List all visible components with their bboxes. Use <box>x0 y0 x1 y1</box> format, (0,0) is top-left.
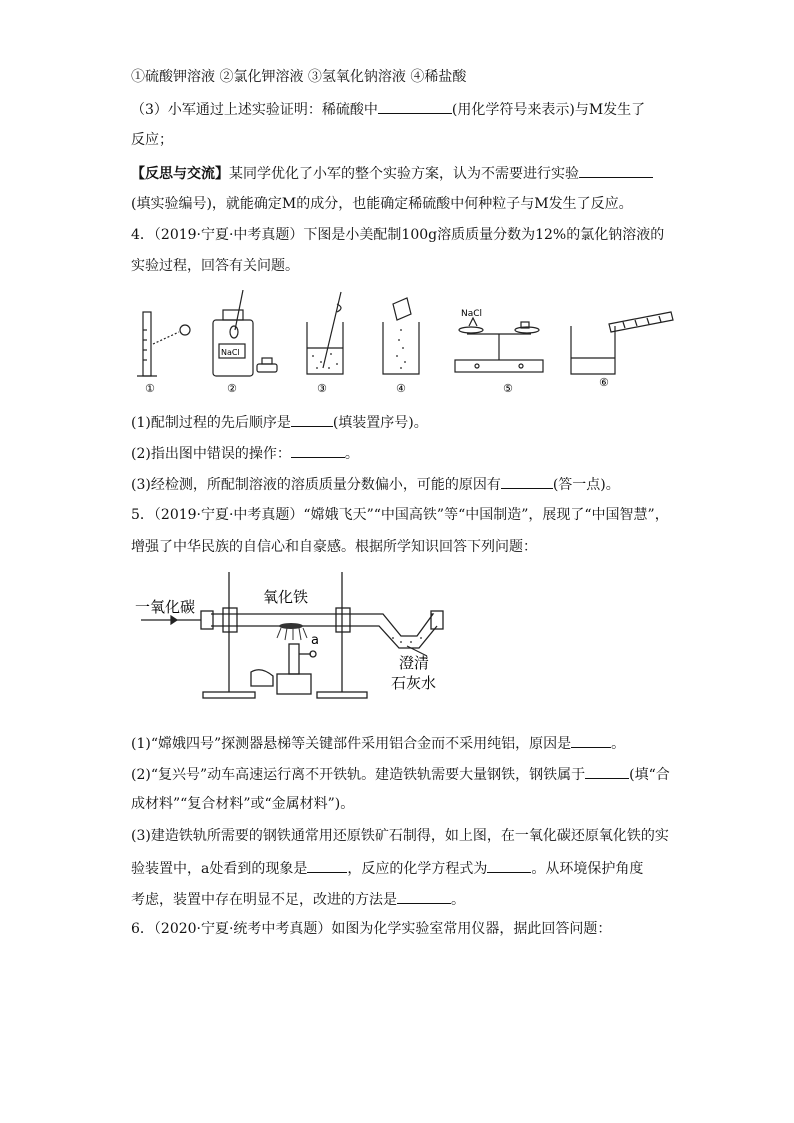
q4-sub3 <box>131 474 620 494</box>
q6-stem: 6．（2020·宁夏·统考中考真题）如图为化学实验室常用仪器，据此回答问题： <box>131 921 612 937</box>
q3-sub3-text-a: （3）小军通过上述实验证明：稀硫酸中 <box>131 102 378 118</box>
q3-sub3 <box>131 99 645 119</box>
q5-stem: 5．（2019·宁夏·中考真题）“嫦娥飞天”“中国高铁”等“中国制造”，展现了“中国智慧”， <box>131 507 669 523</box>
q4-sub1-text-a: (1)配制过程的先后顺序是 <box>131 415 291 431</box>
q4-sub2-text-a: (2)指出图中错误的操作： <box>131 446 291 462</box>
gas-inlet-arrow-icon <box>141 616 177 624</box>
fig-label-1: ① <box>145 382 155 395</box>
answer-blank[interactable] <box>501 474 553 489</box>
answer-blank[interactable] <box>487 858 531 873</box>
nacl-label: NaCl <box>221 348 240 357</box>
q3-options: ①硫酸钾溶液 ②氯化钾溶液 ③氢氧化钠溶液 ④稀盐酸 <box>131 69 467 85</box>
beaker-pouring-icon <box>383 298 419 374</box>
nacl-label-balance: NaCl <box>461 309 483 319</box>
label-co: 一氧化碳 <box>135 598 196 616</box>
fig-label-6: ⑥ <box>599 376 609 389</box>
q3-sub3-cont: 反应； <box>131 132 173 148</box>
q5-sub2 <box>131 764 670 784</box>
q5-sub2-text-b: (填“合 <box>629 767 670 783</box>
graduated-cylinder-icon <box>137 312 190 376</box>
answer-blank[interactable] <box>307 858 347 873</box>
q5-sub3-cont2 <box>131 889 465 909</box>
reflect-text-a: 某同学优化了小军的整个实验方案，认为不需要进行实验 <box>229 166 579 182</box>
reagent-bottle-icon <box>213 290 277 376</box>
reflect-tag: 【反思与交流】 <box>131 166 229 182</box>
limewater-icon <box>392 637 422 643</box>
label-a: a <box>311 633 319 648</box>
fig-label-2: ② <box>227 382 237 395</box>
q4-stem: 4．（2019·宁夏·中考真题）下图是小美配制100g溶质质量分数为12%的氯化钠溶液的 <box>131 227 665 243</box>
answer-blank[interactable] <box>291 443 345 458</box>
q5-sub1-text-a: (1)“嫦娥四号”探测器悬梯等关键部件采用铝合金而不采用纯铝，原因是 <box>131 736 572 752</box>
answer-blank[interactable] <box>378 99 452 114</box>
q4-sub3-text-b: (答一点)。 <box>552 477 620 493</box>
q4-sub1-text-b: (填装置序号)。 <box>332 415 428 431</box>
label-iron-oxide: 氧化铁 <box>263 588 309 606</box>
label-limewater-2: 石灰水 <box>391 674 437 692</box>
q5-sub3-cont <box>131 858 643 878</box>
q5-sub3-text-c: ，反应的化学方程式为 <box>347 861 488 877</box>
q4-sub3-text-a: (3)经检测，所配制溶液的溶质质量分数偏小，可能的原因有 <box>131 477 501 493</box>
fig-label-3: ③ <box>317 382 327 395</box>
q5-sub1 <box>131 733 625 753</box>
fig-label-4: ④ <box>396 382 406 395</box>
q5-stem-cont: 增强了中华民族的自信心和自豪感。根据所学知识回答下列问题： <box>131 539 537 555</box>
q4-sub2-text-b: 。 <box>344 446 359 462</box>
q5-sub3-text-d: 。从环境保护角度 <box>531 861 644 877</box>
solution-preparation-figure <box>131 290 681 400</box>
q5-sub3-text-f: 。 <box>451 892 465 908</box>
falling-solid-icon <box>396 329 406 369</box>
q5-sub3: (3)建造铁轨所需要的钢铁通常用还原铁矿石制得，如上图，在一氧化碳还原氧化铁的实 <box>131 828 669 844</box>
q3-reflect <box>131 163 653 183</box>
beaker-stirring-icon <box>307 292 343 374</box>
q4-sub1 <box>131 412 428 432</box>
co-reduction-apparatus-figure <box>131 568 451 704</box>
q5-sub3-text-b: 验装置中，a处看到的现象是 <box>131 861 308 877</box>
iron-oxide-icon <box>277 623 307 640</box>
q4-sub2 <box>131 443 359 463</box>
q5-sub3-text-e: 考虑，装置中存在明显不足，改进的方法是 <box>131 892 397 908</box>
label-limewater-1: 澄清 <box>399 654 430 672</box>
answer-blank[interactable] <box>579 163 653 178</box>
fig-label-5: ⑤ <box>503 382 513 395</box>
answer-blank[interactable] <box>291 412 333 427</box>
pouring-cylinder-icon <box>571 312 673 374</box>
q3-sub3-text-b: (用化学符号来表示)与M发生了 <box>451 102 646 118</box>
q4-stem-cont: 实验过程，回答有关问题。 <box>131 258 299 274</box>
q5-sub2-text-a: (2)“复兴号”动车高速运行离不开铁轨。建造铁轨需要大量钢铁，钢铁属于 <box>131 767 586 783</box>
answer-blank[interactable] <box>571 733 611 748</box>
balance-icon <box>455 318 543 372</box>
q5-sub2-cont: 成材料”“复合材料”或“金属材料”)。 <box>131 796 355 812</box>
answer-blank[interactable] <box>397 889 451 904</box>
q5-sub1-text-b: 。 <box>611 736 626 752</box>
answer-blank[interactable] <box>585 764 629 779</box>
q3-reflect-cont: (填实验编号)，就能确定M的成分，也能确定稀硫酸中何种粒子与M发生了反应。 <box>131 196 633 212</box>
